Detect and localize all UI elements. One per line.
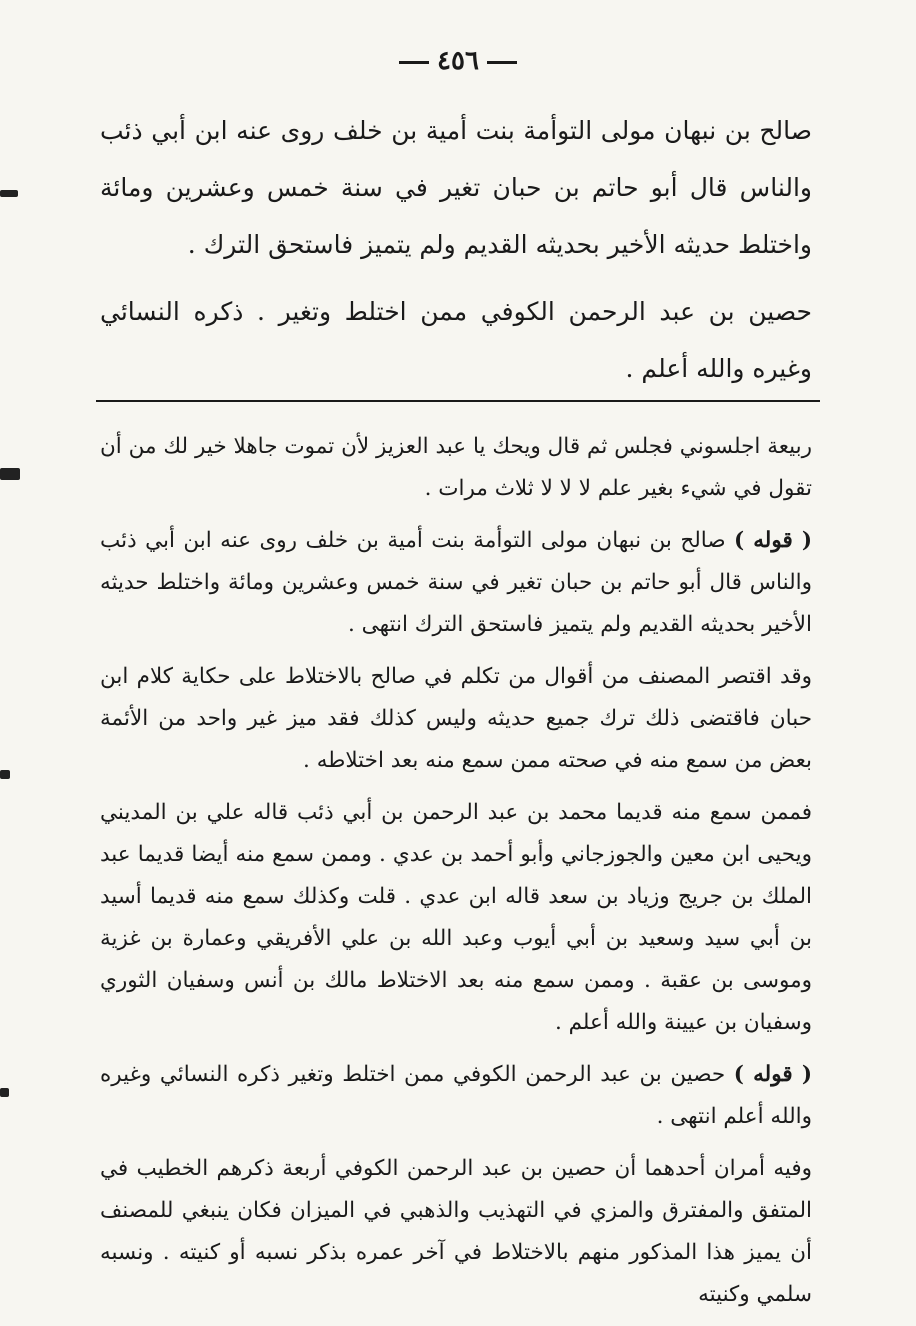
main-entry-husayn: حصين بن عبد الرحمن الكوفي ممن اختلط وتغير . ذكره النسائي وغيره والله أعلم . (100, 297, 812, 383)
footnote-text: صالح بن نبهان مولى التوأمة بنت أمية بن خلف روى عنه ابن أبي ذئب والناس قال أبو حاتم بن حبان تغير في سنة خمس وعشرين ومائة واختلط حديثه الأخير بحديثه القديم ولم يتميز فاستحق الترك انتهى . (100, 528, 812, 637)
scan-margin-mark (0, 468, 20, 480)
footnote-paragraph: ربيعة اجلسوني فجلس ثم قال ويحك يا عبد العزيز لأن تموت جاهلا خير لك من أن تقول في شيء بغير علم لا لا لا ثلاث مرات . (100, 434, 812, 501)
page-number-dash-right (487, 61, 517, 64)
footnote-paragraph: وفيه أمران أحدهما أن حصين بن عبد الرحمن الكوفي أربعة ذكرهم الخطيب في المتفق والمفترق والمزي في التهذيب والذهبي في الميزان فكان ينبغي للمصنف أن يميز هذا المذكور منهم بالاختلاط في آخر عمره بذكر نسبه أو كنيته . ونسبه سلمي وكنيته (100, 1156, 812, 1307)
page-number-text: ٤٥٦ (437, 46, 479, 76)
footnote-separator (96, 400, 820, 402)
page-number-dash-left (399, 61, 429, 64)
scan-margin-mark (0, 770, 10, 779)
footnotes (100, 426, 812, 1326)
main-entry-saleh: صالح بن نبهان مولى التوأمة بنت أمية بن خلف روى عنه ابن أبي ذئب والناس قال أبو حاتم بن حبان تغير في سنة خمس وعشرين ومائة واختلط حديثه الأخير بحديثه القديم ولم يتميز فاستحق الترك . (100, 116, 812, 259)
scan-margin-mark (0, 190, 18, 197)
footnote-text: حصين بن عبد الرحمن الكوفي ممن اختلط وتغير ذكره النسائي وغيره والله أعلم انتهى . (100, 1062, 812, 1129)
main-text (100, 102, 812, 397)
footnote-lead: ( قوله ) (733, 1062, 812, 1087)
footnote-paragraph: وقد اقتصر المصنف من أقوال من تكلم في صالح بالاختلاط على حكاية كلام ابن حبان فاقتضى ذلك ترك جميع حديثه وليس كذلك فقد ميز غير واحد من الأئمة بعض من سمع منه في صحته ممن سمع منه بعد اختلاطه . (100, 664, 812, 773)
footnote-lead: ( قوله ) (734, 528, 812, 553)
footnote-paragraph: فممن سمع منه قديما محمد بن عبد الرحمن بن أبي ذئب قاله علي بن المديني ويحيى ابن معين والجوزجاني وأبو أحمد بن عدي . وممن سمع منه أيضا قديما عبد الملك بن جريج وزياد بن سعد قاله ابن عدي . قلت وكذلك سمع منه قديما أسيد بن أبي سيد وسعيد بن أبي أيوب وعبد الله بن علي الأفريقي وعمارة بن غزية وموسى بن عقبة . وممن سمع منه بعد الاختلاط مالك بن أنس وسفيان الثوري وسفيان بن عيينة والله أعلم . (100, 800, 812, 1035)
scan-margin-mark (0, 1088, 9, 1097)
page-number (0, 46, 916, 76)
footnote-paragraph (100, 1054, 812, 1138)
footnote-paragraph (100, 520, 812, 646)
